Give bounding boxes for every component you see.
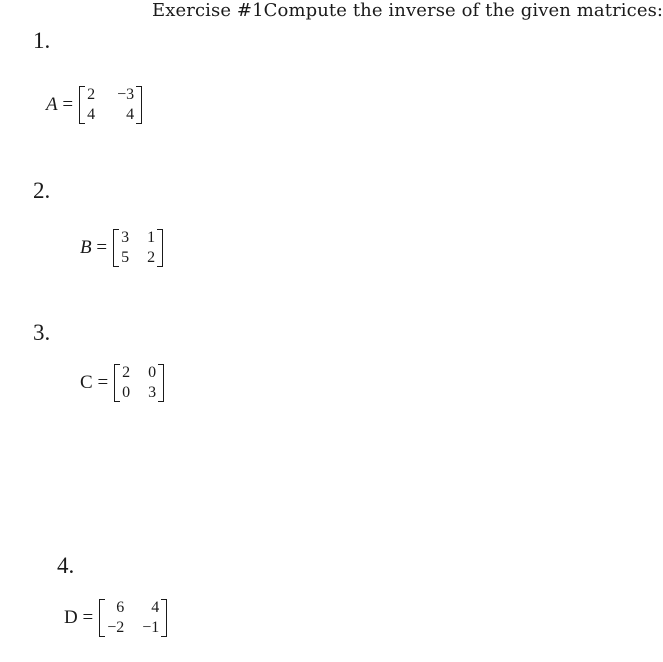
matrix-b-cell-2-2: 2 [147, 249, 156, 266]
equals-sign: = [96, 237, 108, 258]
equals-sign: = [82, 607, 94, 628]
problem-4-equation [64, 599, 167, 637]
matrix-d-cell-1-2: 4 [151, 599, 160, 616]
matrix-c-cell-2-1: 0 [122, 384, 131, 401]
matrix-b-cell-1-1: 3 [121, 229, 130, 246]
right-bracket [158, 364, 164, 402]
problem-1-number: 1. [33, 28, 51, 53]
matrix-d-cell-1-1: 6 [116, 599, 125, 616]
matrix-a-cell-1-1: 2 [87, 86, 96, 103]
matrix-c-cell-1-2: 0 [148, 364, 157, 381]
equals-sign: = [97, 372, 109, 393]
matrix-c-cell-1-1: 2 [122, 364, 131, 381]
matrix-c-cell-2-2: 3 [148, 384, 157, 401]
exercise-title: Exercise #1Compute the inverse of the given matrices: [152, 0, 663, 21]
matrix-a [79, 86, 142, 124]
matrix-b-cell-2-1: 5 [121, 249, 130, 266]
matrix-b [113, 229, 163, 267]
matrix-c-name: C [80, 372, 93, 393]
problem-1-equation [46, 86, 142, 124]
equals-sign: = [62, 94, 74, 115]
right-bracket [161, 599, 167, 637]
matrix-a-name: A [46, 94, 58, 115]
matrix-b-cell-1-2: 1 [147, 229, 156, 246]
problem-3-number: 3. [33, 320, 51, 345]
matrix-a-cell-2-1: 4 [87, 106, 96, 123]
problem-2-equation [80, 229, 163, 267]
matrix-d-cell-2-1: −2 [107, 619, 125, 636]
matrix-a-cell-1-2: −3 [117, 86, 135, 103]
right-bracket [157, 229, 163, 267]
matrix-d-name: D [64, 607, 78, 628]
matrix-a-cell-2-2: 4 [126, 106, 135, 123]
problem-4-number: 4. [57, 553, 75, 578]
matrix-c [114, 364, 164, 402]
matrix-b-name: B [80, 237, 92, 258]
problem-3-equation [80, 364, 164, 402]
right-bracket [136, 86, 142, 124]
matrix-d [99, 599, 167, 637]
problem-2-number: 2. [33, 178, 51, 203]
matrix-d-cell-2-2: −1 [142, 619, 160, 636]
